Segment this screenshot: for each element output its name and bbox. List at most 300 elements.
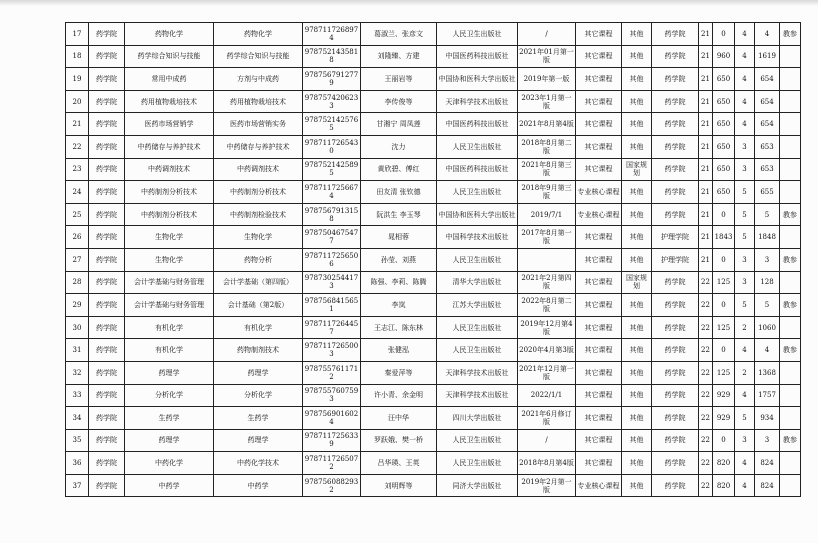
cell-user-college: 药学院 [652, 135, 699, 158]
cell-course-name: 常用中成药 [125, 68, 214, 91]
cell-textbook-title: 药理学 [214, 361, 303, 384]
cell-authors: 沈力 [361, 135, 437, 158]
cell-quantity-b: 5 [735, 226, 755, 249]
table-row [66, 135, 801, 158]
cell-isbn: 9787557607593 [303, 384, 361, 407]
cell-course-type: 其它课程 [576, 23, 622, 46]
cell-term: 21 [699, 23, 713, 46]
cell-course-name: 会计学基础与财务管理 [125, 294, 214, 317]
cell-edition: 2022年8月第二版 [518, 294, 576, 317]
cell-publisher: 人民卫生出版社 [437, 339, 518, 362]
cell-course-name: 有机化学 [125, 316, 214, 339]
cell-remark: 教参 [780, 203, 801, 226]
cell-publisher: 人民卫生出版社 [437, 135, 518, 158]
cell-quantity-b: 5 [735, 294, 755, 317]
cell-row-number: 23 [66, 158, 89, 181]
table-row [66, 203, 801, 226]
cell-edition: / [518, 429, 576, 452]
cell-course-name: 分析化学 [125, 384, 214, 407]
cell-total: 5 [755, 203, 780, 226]
cell-total: 824 [755, 474, 780, 497]
cell-textbook-title: 会计学基础（第四版） [214, 271, 303, 294]
cell-total: 1619 [755, 45, 780, 68]
table-row [66, 474, 801, 497]
cell-authors: 刘隆臻、方建 [361, 45, 437, 68]
cell-college: 药学院 [89, 45, 125, 68]
cell-remark: 教参 [780, 429, 801, 452]
cell-textbook-category: 其他 [622, 429, 652, 452]
cell-quantity-a: 0 [713, 23, 735, 46]
cell-publisher: 人民卫生出版社 [437, 181, 518, 204]
table-row [66, 384, 801, 407]
cell-user-college: 药学院 [652, 23, 699, 46]
table-row [66, 316, 801, 339]
cell-edition: 2021年2月第四版 [518, 271, 576, 294]
cell-user-college: 药学院 [652, 339, 699, 362]
cell-textbook-category: 其他 [622, 68, 652, 91]
cell-authors: 罗跃娥、樊一桥 [361, 429, 437, 452]
cell-user-college: 药学院 [652, 452, 699, 475]
cell-quantity-b: 4 [735, 452, 755, 475]
cell-user-college: 药学院 [652, 203, 699, 226]
cell-course-name: 药学综合知识与技能 [125, 45, 214, 68]
cell-course-name: 中药制剂分析技术 [125, 203, 214, 226]
cell-edition: 2021年01月第一版 [518, 45, 576, 68]
cell-course-type: 其它课程 [576, 158, 622, 181]
cell-textbook-category: 其他 [622, 384, 652, 407]
cell-textbook-title: 药理学 [214, 429, 303, 452]
cell-quantity-a: 1843 [713, 226, 735, 249]
cell-college: 药学院 [89, 23, 125, 46]
cell-quantity-a: 650 [713, 181, 735, 204]
cell-user-college: 药学院 [652, 181, 699, 204]
cell-isbn: 9787567912779 [303, 68, 361, 91]
cell-user-college: 药学院 [652, 271, 699, 294]
cell-quantity-a: 960 [713, 45, 735, 68]
cell-total: 934 [755, 407, 780, 430]
cell-authors: 许小青、余金明 [361, 384, 437, 407]
cell-total: 654 [755, 90, 780, 113]
cell-edition: 2021年8月第三版 [518, 158, 576, 181]
cell-remark [780, 158, 801, 181]
cell-publisher: 中国医药科技出版社 [437, 45, 518, 68]
cell-textbook-title: 分析化学 [214, 384, 303, 407]
cell-textbook-title: 中药制剂分析技术 [214, 181, 303, 204]
cell-college: 药学院 [89, 339, 125, 362]
cell-quantity-b: 5 [735, 407, 755, 430]
cell-row-number: 18 [66, 45, 89, 68]
cell-authors: 李岚 [361, 294, 437, 317]
cell-edition [518, 248, 576, 271]
cell-row-number: 28 [66, 271, 89, 294]
cell-course-type: 其它课程 [576, 452, 622, 475]
cell-total: 3 [755, 429, 780, 452]
cell-user-college: 药学院 [652, 407, 699, 430]
cell-quantity-a: 125 [713, 316, 735, 339]
table-row [66, 45, 801, 68]
cell-course-name: 中药储存与养护技术 [125, 135, 214, 158]
table-row [66, 248, 801, 271]
cell-edition: 2022/1/1 [518, 384, 576, 407]
cell-total: 3 [755, 248, 780, 271]
cell-college: 药学院 [89, 68, 125, 91]
cell-quantity-a: 929 [713, 384, 735, 407]
table-row [66, 271, 801, 294]
cell-row-number: 22 [66, 135, 89, 158]
cell-college: 药学院 [89, 135, 125, 158]
cell-course-type: 其它课程 [576, 90, 622, 113]
cell-textbook-title: 药物化学 [214, 23, 303, 46]
cell-isbn: 9787117265072 [303, 452, 361, 475]
cell-remark: 教参 [780, 23, 801, 46]
cell-remark [780, 316, 801, 339]
cell-course-type: 其它课程 [576, 294, 622, 317]
cell-quantity-a: 0 [713, 429, 735, 452]
table-row [66, 181, 801, 204]
cell-remark [780, 181, 801, 204]
cell-term: 21 [699, 45, 713, 68]
cell-row-number: 24 [66, 181, 89, 204]
cell-quantity-b: 4 [735, 45, 755, 68]
cell-user-college: 药学院 [652, 361, 699, 384]
cell-course-name: 生物化学 [125, 248, 214, 271]
cell-total: 1368 [755, 361, 780, 384]
cell-textbook-category: 其他 [622, 339, 652, 362]
cell-edition: 2018年9月第三版 [518, 181, 576, 204]
table-row [66, 68, 801, 91]
table-row [66, 90, 801, 113]
cell-course-name: 生药学 [125, 407, 214, 430]
cell-quantity-b: 3 [735, 135, 755, 158]
cell-isbn: 9787560882932 [303, 474, 361, 497]
cell-term: 21 [699, 90, 713, 113]
cell-row-number: 32 [66, 361, 89, 384]
cell-quantity-a: 650 [713, 68, 735, 91]
cell-total: 654 [755, 113, 780, 136]
cell-row-number: 21 [66, 113, 89, 136]
cell-course-type: 专业核心课程 [576, 181, 622, 204]
cell-edition: 2021年12月第一版 [518, 361, 576, 384]
cell-authors: 葛淑兰、张彦文 [361, 23, 437, 46]
cell-term: 22 [699, 271, 713, 294]
cell-course-name: 中药制剂分析技术 [125, 181, 214, 204]
cell-remark [780, 474, 801, 497]
cell-textbook-title: 生物化学 [214, 226, 303, 249]
table-row [66, 226, 801, 249]
cell-isbn: 9787302544173 [303, 271, 361, 294]
cell-total: 824 [755, 452, 780, 475]
cell-quantity-b: 3 [735, 248, 755, 271]
cell-isbn: 9787117256339 [303, 429, 361, 452]
cell-remark [780, 90, 801, 113]
cell-row-number: 33 [66, 384, 89, 407]
cell-course-type: 其它课程 [576, 407, 622, 430]
cell-authors: 甘湘宁 周凤莲 [361, 113, 437, 136]
cell-college: 药学院 [89, 248, 125, 271]
cell-quantity-a: 650 [713, 135, 735, 158]
cell-isbn: 9787569016024 [303, 407, 361, 430]
cell-authors: 王志江、陈东林 [361, 316, 437, 339]
cell-textbook-category: 其他 [622, 452, 652, 475]
cell-edition: 2019/7/1 [518, 203, 576, 226]
cell-isbn: 9787117268974 [303, 23, 361, 46]
cell-edition: 2019年2月第一版 [518, 474, 576, 497]
cell-publisher: 中国协和医科大学出版社 [437, 68, 518, 91]
cell-college: 药学院 [89, 113, 125, 136]
table-row [66, 113, 801, 136]
cell-term: 22 [699, 429, 713, 452]
cell-quantity-b: 3 [735, 429, 755, 452]
cell-isbn: 9787117264457 [303, 316, 361, 339]
cell-user-college: 药学院 [652, 158, 699, 181]
cell-remark [780, 361, 801, 384]
cell-publisher: 清华大学出版社 [437, 271, 518, 294]
cell-textbook-category: 其他 [622, 226, 652, 249]
cell-college: 药学院 [89, 158, 125, 181]
cell-user-college: 药学院 [652, 294, 699, 317]
cell-edition: 2018年8月第4版 [518, 452, 576, 475]
cell-textbook-title: 中药储存与养护技术 [214, 135, 303, 158]
table-row [66, 23, 801, 46]
cell-total: 128 [755, 271, 780, 294]
cell-total: 5 [755, 294, 780, 317]
cell-edition: 2021年8月第4版 [518, 113, 576, 136]
cell-course-name: 中药化学 [125, 452, 214, 475]
cell-authors: 田友清 张钦德 [361, 181, 437, 204]
cell-quantity-b: 2 [735, 316, 755, 339]
cell-isbn: 9787117265003 [303, 339, 361, 362]
cell-remark [780, 226, 801, 249]
cell-college: 药学院 [89, 203, 125, 226]
cell-course-name: 会计学基础与财务管理 [125, 271, 214, 294]
cell-term: 22 [699, 339, 713, 362]
cell-quantity-b: 5 [735, 203, 755, 226]
cell-textbook-category: 国家规划 [622, 158, 652, 181]
cell-textbook-category: 其他 [622, 23, 652, 46]
cell-college: 药学院 [89, 429, 125, 452]
cell-isbn: 9787521435818 [303, 45, 361, 68]
cell-textbook-category: 其他 [622, 407, 652, 430]
cell-remark: 教参 [780, 294, 801, 317]
cell-textbook-title: 医药市场营销实务 [214, 113, 303, 136]
cell-course-type: 其它课程 [576, 45, 622, 68]
cell-course-name: 药物化学 [125, 23, 214, 46]
cell-publisher: 人民卫生出版社 [437, 429, 518, 452]
table-row [66, 407, 801, 430]
cell-course-type: 其它课程 [576, 429, 622, 452]
cell-course-name: 生物化学 [125, 226, 214, 249]
cell-authors: 李传俊等 [361, 90, 437, 113]
cell-course-name: 药理学 [125, 429, 214, 452]
cell-publisher: 人民卫生出版社 [437, 23, 518, 46]
cell-textbook-title: 会计基础（第2版） [214, 294, 303, 317]
cell-remark: 教参 [780, 339, 801, 362]
cell-course-type: 其它课程 [576, 339, 622, 362]
cell-isbn: 9787504675477 [303, 226, 361, 249]
cell-term: 22 [699, 361, 713, 384]
cell-course-name: 有机化学 [125, 339, 214, 362]
cell-textbook-category: 其他 [622, 181, 652, 204]
cell-publisher: 同济大学出版社 [437, 474, 518, 497]
cell-authors: 秦爱萍等 [361, 361, 437, 384]
cell-authors: 吕华瑛、王英 [361, 452, 437, 475]
cell-authors: 黄欣碧、傅红 [361, 158, 437, 181]
cell-textbook-category: 其他 [622, 316, 652, 339]
cell-remark [780, 452, 801, 475]
cell-quantity-a: 0 [713, 248, 735, 271]
cell-course-type: 其它课程 [576, 248, 622, 271]
cell-college: 药学院 [89, 294, 125, 317]
cell-remark [780, 271, 801, 294]
cell-term: 22 [699, 384, 713, 407]
cell-course-type: 其它课程 [576, 135, 622, 158]
cell-user-college: 护理学院 [652, 248, 699, 271]
cell-term: 21 [699, 181, 713, 204]
cell-textbook-title: 中药学 [214, 474, 303, 497]
cell-isbn: 9787117265430 [303, 135, 361, 158]
cell-quantity-a: 650 [713, 90, 735, 113]
cell-publisher: 四川大学出版社 [437, 407, 518, 430]
cell-edition: 2019年第一版 [518, 68, 576, 91]
cell-total: 653 [755, 158, 780, 181]
cell-authors: 阮洪生 李玉琴 [361, 203, 437, 226]
cell-isbn: 9787557611712 [303, 361, 361, 384]
cell-quantity-b: 4 [735, 474, 755, 497]
cell-textbook-category: 其他 [622, 474, 652, 497]
cell-user-college: 药学院 [652, 90, 699, 113]
cell-quantity-b: 5 [735, 181, 755, 204]
cell-remark: 教参 [780, 248, 801, 271]
cell-textbook-title: 药物分析 [214, 248, 303, 271]
cell-edition: 2018年8月第二版 [518, 135, 576, 158]
cell-textbook-category: 国家规划 [622, 271, 652, 294]
cell-quantity-a: 929 [713, 407, 735, 430]
cell-course-name: 药理学 [125, 361, 214, 384]
cell-row-number: 34 [66, 407, 89, 430]
cell-college: 药学院 [89, 407, 125, 430]
table-row [66, 158, 801, 181]
cell-college: 药学院 [89, 226, 125, 249]
cell-isbn: 9787117256506 [303, 248, 361, 271]
cell-textbook-title: 药用植物栽培技术 [214, 90, 303, 113]
cell-authors: 孙莹、刘燕 [361, 248, 437, 271]
cell-quantity-b: 4 [735, 68, 755, 91]
cell-quantity-b: 4 [735, 23, 755, 46]
cell-quantity-b: 2 [735, 361, 755, 384]
cell-course-type: 其它课程 [576, 226, 622, 249]
cell-publisher: 天津科学技术出版社 [437, 90, 518, 113]
cell-term: 21 [699, 135, 713, 158]
cell-textbook-category: 其他 [622, 294, 652, 317]
cell-quantity-b: 4 [735, 113, 755, 136]
cell-publisher: 中国医药科技出版社 [437, 158, 518, 181]
cell-authors: 陈强、李莉、陈腾 [361, 271, 437, 294]
cell-term: 22 [699, 316, 713, 339]
cell-college: 药学院 [89, 271, 125, 294]
cell-remark [780, 45, 801, 68]
cell-college: 药学院 [89, 181, 125, 204]
cell-college: 药学院 [89, 361, 125, 384]
cell-term: 22 [699, 407, 713, 430]
cell-total: 1848 [755, 226, 780, 249]
cell-term: 21 [699, 158, 713, 181]
page-top-shadow [0, 0, 818, 6]
cell-textbook-category: 其他 [622, 90, 652, 113]
cell-edition: 2020年4月第3版 [518, 339, 576, 362]
cell-quantity-a: 0 [713, 203, 735, 226]
cell-publisher: 江苏大学出版社 [437, 294, 518, 317]
cell-quantity-a: 650 [713, 113, 735, 136]
cell-publisher: 中国医药科技出版社 [437, 113, 518, 136]
cell-publisher: 天津科学技术出版社 [437, 361, 518, 384]
table-row [66, 339, 801, 362]
cell-isbn: 9787521425895 [303, 158, 361, 181]
cell-isbn: 9787521425765 [303, 113, 361, 136]
cell-college: 药学院 [89, 474, 125, 497]
cell-course-name: 中药学 [125, 474, 214, 497]
cell-publisher: 天津科学技术出版社 [437, 384, 518, 407]
cell-user-college: 药学院 [652, 384, 699, 407]
cell-quantity-b: 4 [735, 339, 755, 362]
cell-textbook-category: 其他 [622, 45, 652, 68]
cell-row-number: 26 [66, 226, 89, 249]
cell-quantity-a: 820 [713, 452, 735, 475]
cell-publisher: 中国科学技术出版社 [437, 226, 518, 249]
cell-course-name: 药用植物栽培技术 [125, 90, 214, 113]
cell-row-number: 20 [66, 90, 89, 113]
cell-row-number: 29 [66, 294, 89, 317]
cell-textbook-title: 生药学 [214, 407, 303, 430]
cell-remark [780, 384, 801, 407]
cell-edition: 2021年6月修订版 [518, 407, 576, 430]
cell-row-number: 27 [66, 248, 89, 271]
table-row [66, 452, 801, 475]
cell-quantity-a: 0 [713, 339, 735, 362]
table-row [66, 429, 801, 452]
cell-total: 654 [755, 68, 780, 91]
cell-publisher: 中国协和医科大学出版社 [437, 203, 518, 226]
cell-publisher: 人民卫生出版社 [437, 452, 518, 475]
cell-row-number: 25 [66, 203, 89, 226]
cell-row-number: 37 [66, 474, 89, 497]
cell-total: 655 [755, 181, 780, 204]
cell-college: 药学院 [89, 384, 125, 407]
cell-remark [780, 135, 801, 158]
cell-course-type: 专业核心课程 [576, 474, 622, 497]
cell-college: 药学院 [89, 452, 125, 475]
cell-quantity-b: 4 [735, 384, 755, 407]
cell-term: 22 [699, 452, 713, 475]
cell-edition: / [518, 23, 576, 46]
cell-user-college: 药学院 [652, 429, 699, 452]
cell-course-type: 其它课程 [576, 68, 622, 91]
cell-quantity-b: 4 [735, 90, 755, 113]
cell-authors: 张健泓 [361, 339, 437, 362]
cell-isbn: 9787567913158 [303, 203, 361, 226]
cell-row-number: 30 [66, 316, 89, 339]
cell-course-type: 其它课程 [576, 113, 622, 136]
cell-term: 22 [699, 474, 713, 497]
cell-user-college: 药学院 [652, 68, 699, 91]
cell-authors: 晁相蓉 [361, 226, 437, 249]
cell-row-number: 19 [66, 68, 89, 91]
cell-textbook-title: 药学综合知识与技能 [214, 45, 303, 68]
cell-quantity-a: 125 [713, 361, 735, 384]
cell-total: 4 [755, 23, 780, 46]
cell-row-number: 17 [66, 23, 89, 46]
cell-course-type: 专业核心课程 [576, 203, 622, 226]
cell-user-college: 药学院 [652, 45, 699, 68]
